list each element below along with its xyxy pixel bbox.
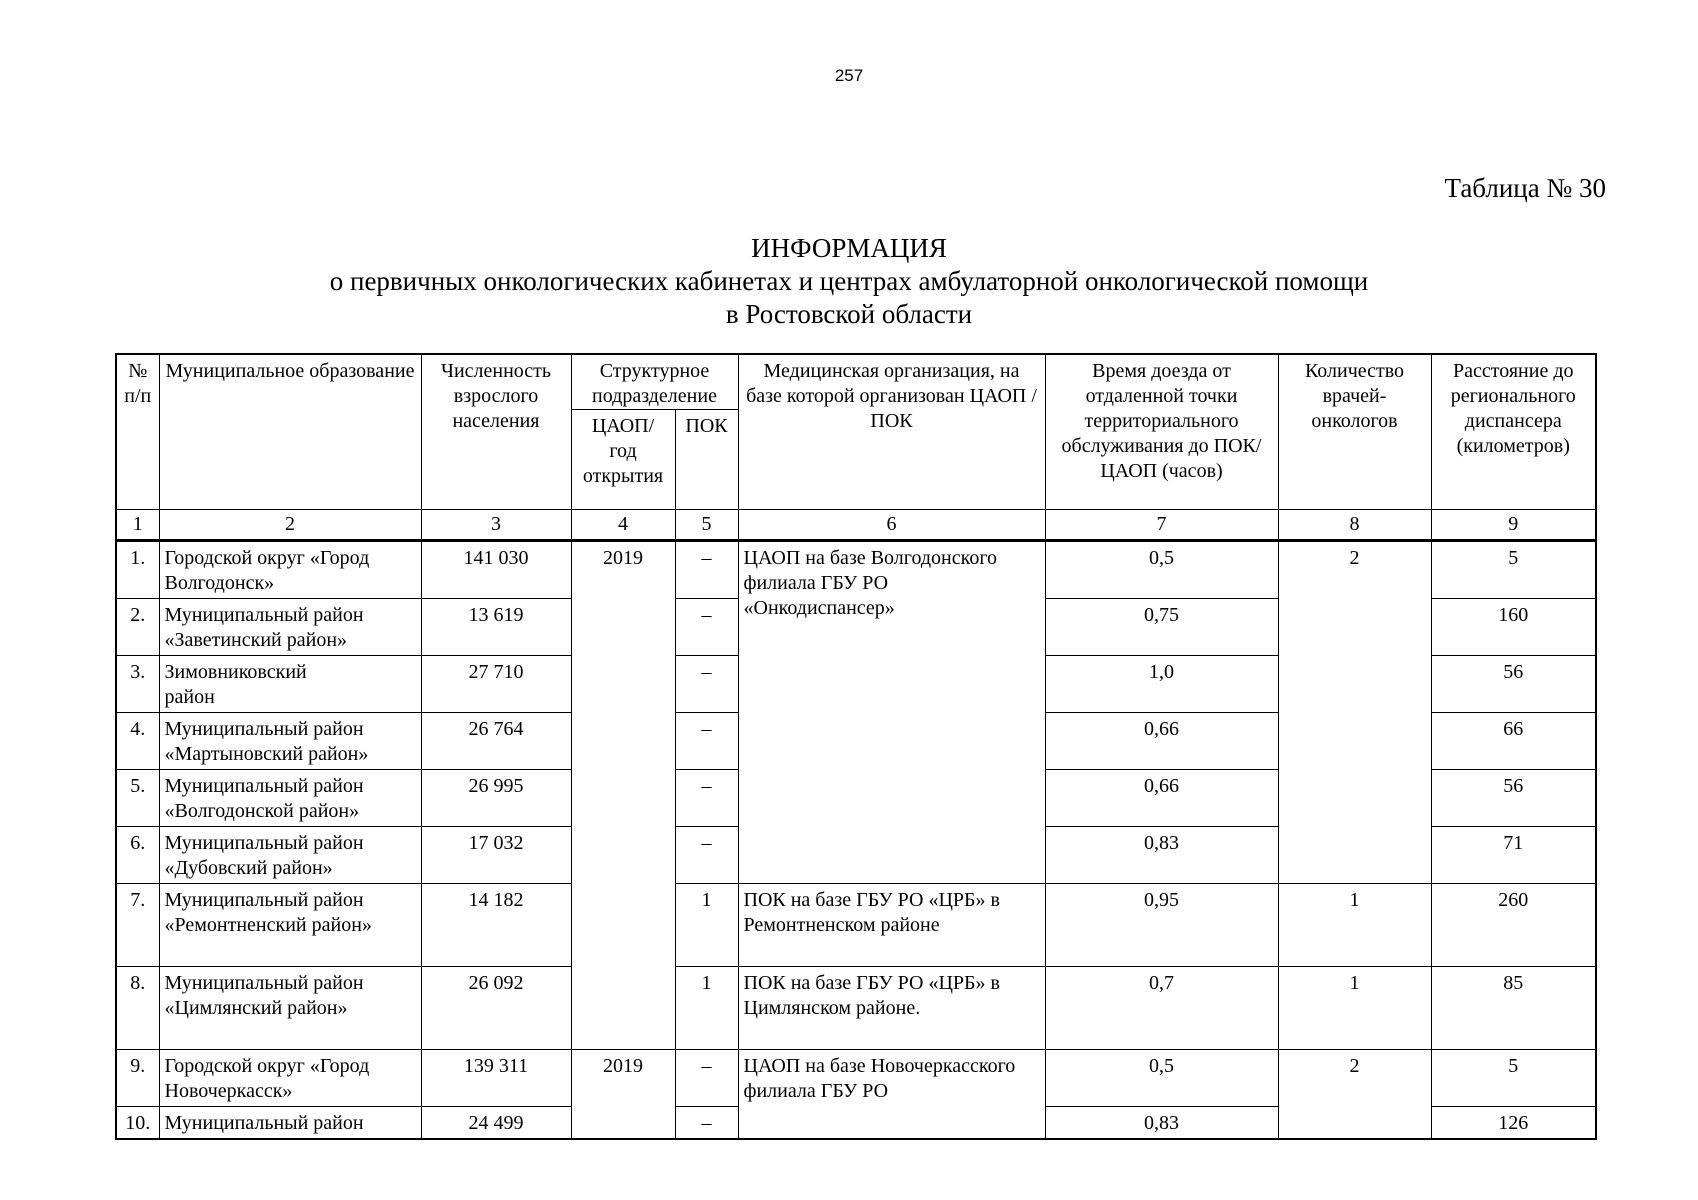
row-distance: 66: [1431, 713, 1596, 770]
row-municipality: Муниципальный район «Дубовский район»: [159, 827, 421, 884]
row-num: 8.: [116, 967, 159, 1050]
row-municipality: Муниципальный район «Заветинский район»: [159, 599, 421, 656]
row-distance: 5: [1431, 541, 1596, 599]
page-number: 257: [834, 66, 864, 85]
row-travel-time: 0,66: [1045, 713, 1278, 770]
table-number: Таблица № 30: [1444, 173, 1606, 203]
table-row: [116, 1050, 1596, 1107]
document-title: [0, 232, 1698, 331]
row-pok: –: [675, 541, 738, 599]
row-num: 6.: [116, 827, 159, 884]
row-num: 3.: [116, 656, 159, 713]
row-distance: 56: [1431, 656, 1596, 713]
row-num: 5.: [116, 770, 159, 827]
column-number: 3: [421, 510, 571, 541]
row-med-org: ЦАОП на базе Новочеркасского филиала ГБУ РО: [738, 1050, 1045, 1140]
row-num: 9.: [116, 1050, 159, 1107]
row-caop-year: 2019: [571, 541, 675, 1050]
row-municipality: Муниципальный район «Волгодонской район»: [159, 770, 421, 827]
table-row: [116, 967, 1596, 1050]
row-oncologists: 2: [1278, 541, 1431, 884]
row-population: 27 710: [421, 656, 571, 713]
row-municipality: Зимовниковский район: [159, 656, 421, 713]
title-line-3: в Ростовской области: [725, 299, 973, 329]
row-travel-time: 0,83: [1045, 1107, 1278, 1140]
row-pok: –: [675, 1050, 738, 1107]
row-oncologists: 2: [1278, 1050, 1431, 1140]
column-number: 1: [116, 510, 159, 541]
row-travel-time: 0,5: [1045, 541, 1278, 599]
row-distance: 56: [1431, 770, 1596, 827]
row-municipality: Муниципальный район «Цимлянский район»: [159, 967, 421, 1050]
row-travel-time: 1,0: [1045, 656, 1278, 713]
column-number: 7: [1045, 510, 1278, 541]
column-number: 4: [571, 510, 675, 541]
row-population: 14 182: [421, 884, 571, 967]
row-travel-time: 0,66: [1045, 770, 1278, 827]
row-med-org: ЦАОП на базе Волгодонского филиала ГБУ РО «Онкодиспансер»: [738, 541, 1045, 884]
row-pok: –: [675, 1107, 738, 1140]
row-travel-time: 0,75: [1045, 599, 1278, 656]
row-population: 26 764: [421, 713, 571, 770]
title-line-1: ИНФОРМАЦИЯ: [751, 233, 947, 263]
table-row: [116, 884, 1596, 967]
row-travel-time: 0,5: [1045, 1050, 1278, 1107]
column-numbers-row: [116, 510, 1596, 541]
header-municipality: Муниципальное образование: [159, 354, 421, 510]
row-num: 7.: [116, 884, 159, 967]
header-row-1: [116, 354, 1596, 410]
row-municipality: Муниципальный район «Мартыновский район»: [159, 713, 421, 770]
row-population: 13 619: [421, 599, 571, 656]
row-pok: –: [675, 770, 738, 827]
header-population: Численность взрослого населения: [421, 354, 571, 510]
column-number: 2: [159, 510, 421, 541]
row-pok: 1: [675, 967, 738, 1050]
row-pok: 1: [675, 884, 738, 967]
row-distance: 85: [1431, 967, 1596, 1050]
header-med-org: Медицинская организация, на базе которой организован ЦАОП /ПОК: [738, 354, 1045, 510]
header-pok: ПОК: [675, 410, 738, 510]
row-travel-time: 0,7: [1045, 967, 1278, 1050]
row-municipality: Городской округ «Город Волгодонск»: [159, 541, 421, 599]
table-row: [116, 541, 1596, 599]
row-pok: –: [675, 713, 738, 770]
row-municipality: Муниципальный район: [159, 1107, 421, 1140]
row-population: 139 311: [421, 1050, 571, 1107]
row-distance: 260: [1431, 884, 1596, 967]
header-caop-year: ЦАОП/ год открытия: [571, 410, 675, 510]
header-num: № п/п: [116, 354, 159, 510]
column-number: 6: [738, 510, 1045, 541]
row-num: 10.: [116, 1107, 159, 1140]
row-med-org: ПОК на базе ГБУ РО «ЦРБ» в Ремонтненском районе: [738, 884, 1045, 967]
row-population: 141 030: [421, 541, 571, 599]
header-travel-time: Время доезда от отдаленной точки территориального обслуживания до ПОК/ЦАОП (часов): [1045, 354, 1278, 510]
row-municipality: Муниципальный район «Ремонтненский район»: [159, 884, 421, 967]
row-travel-time: 0,95: [1045, 884, 1278, 967]
oncology-table: [115, 353, 1597, 1140]
row-num: 4.: [116, 713, 159, 770]
row-med-org: ПОК на базе ГБУ РО «ЦРБ» в Цимлянском районе.: [738, 967, 1045, 1050]
row-population: 26 092: [421, 967, 571, 1050]
title-line-2: о первичных онкологических кабинетах и центрах амбулаторной онкологической помощи: [329, 266, 1369, 296]
column-number: 5: [675, 510, 738, 541]
row-oncologists: 1: [1278, 884, 1431, 967]
row-population: 24 499: [421, 1107, 571, 1140]
row-pok: –: [675, 599, 738, 656]
row-pok: –: [675, 827, 738, 884]
column-number: 9: [1431, 510, 1596, 541]
row-pok: –: [675, 656, 738, 713]
row-distance: 5: [1431, 1050, 1596, 1107]
row-num: 1.: [116, 541, 159, 599]
header-distance: Расстояние до регионального диспансера (километров): [1431, 354, 1596, 510]
column-number: 8: [1278, 510, 1431, 541]
row-distance: 160: [1431, 599, 1596, 656]
row-num: 2.: [116, 599, 159, 656]
row-caop-year: 2019: [571, 1050, 675, 1140]
row-municipality: Городской округ «Город Новочеркасск»: [159, 1050, 421, 1107]
row-travel-time: 0,83: [1045, 827, 1278, 884]
row-distance: 126: [1431, 1107, 1596, 1140]
header-structural: Структурное подразделение: [571, 354, 738, 410]
row-population: 17 032: [421, 827, 571, 884]
row-distance: 71: [1431, 827, 1596, 884]
header-oncologists: Количество врачей-онкологов: [1278, 354, 1431, 510]
row-oncologists: 1: [1278, 967, 1431, 1050]
row-population: 26 995: [421, 770, 571, 827]
